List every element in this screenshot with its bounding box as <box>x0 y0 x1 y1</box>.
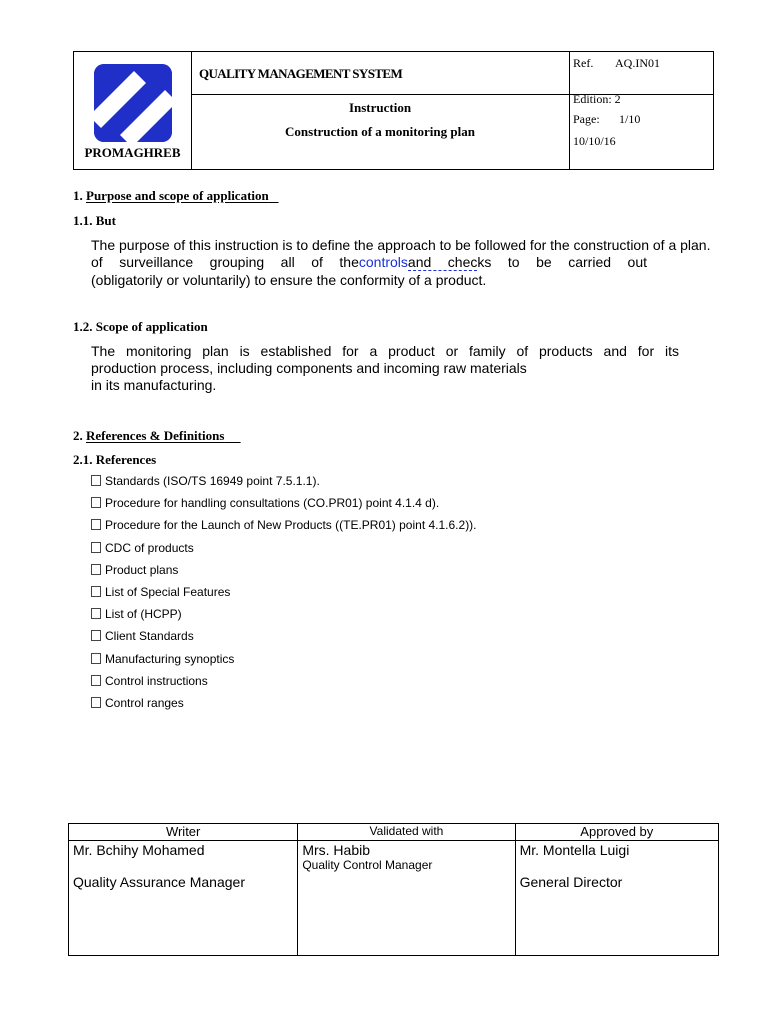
checkbox-icon <box>91 475 101 486</box>
signature-body-row <box>69 841 719 956</box>
checkbox-icon <box>91 675 101 686</box>
signature-table <box>68 823 719 956</box>
checkbox-icon <box>91 608 101 619</box>
list-item <box>91 673 477 695</box>
reference-text: List of Special Features <box>105 584 231 599</box>
list-item <box>91 695 477 717</box>
section-2-number: 2. <box>73 428 83 443</box>
validated-name: Mrs. Habib <box>302 842 370 858</box>
company-name: PROMAGHREB <box>84 145 181 160</box>
approved-header: Approved by <box>515 824 718 841</box>
section-1-heading <box>73 188 279 204</box>
page-value: 1/10 <box>619 112 641 126</box>
reference-text: Client Standards <box>105 629 194 644</box>
section-1-2-line-3: in its manufacturing. <box>91 377 217 393</box>
reference-text: Manufacturing synoptics <box>105 651 235 666</box>
ref-label: Ref. <box>573 56 594 70</box>
reference-text: List of (HCPP) <box>105 607 182 622</box>
list-item <box>91 473 477 495</box>
checkbox-icon <box>91 497 101 508</box>
list-item <box>91 495 477 517</box>
writer-cell <box>69 841 298 956</box>
section-1-1-line-2 <box>91 253 647 271</box>
reference-text: Control ranges <box>105 695 184 710</box>
section-1-1-line-1: The purpose of this instruction is to define the approach to be followed for the construction of a plan. <box>91 237 711 253</box>
section-2-1-heading: 2.1. References <box>73 452 157 467</box>
writer-name: Mr. Bchihy Mohamed <box>73 842 205 858</box>
list-item <box>91 606 477 628</box>
section-2-title: References & Definitions <box>86 428 225 443</box>
reference-text: CDC of products <box>105 540 194 555</box>
document-header <box>73 51 714 170</box>
validated-cell <box>298 841 515 956</box>
page-label: Page: <box>573 112 600 126</box>
reference-text: Procedure for handling consultations (CO.PR01) point 4.1.4 d). <box>105 496 440 511</box>
and-checks-link[interactable]: and chec <box>407 254 478 270</box>
reference-text: Product plans <box>105 562 179 577</box>
document-date: 10/10/16 <box>573 134 616 148</box>
checkbox-icon <box>91 586 101 597</box>
checkbox-icon <box>91 542 101 553</box>
edition: Edition: 2 <box>573 92 621 106</box>
section-1-2-line-1: The monitoring plan is established for a product or family of products and for its <box>91 343 679 359</box>
section-1-1-heading: 1.1. But <box>73 213 116 228</box>
system-title-cell <box>191 52 569 95</box>
title-cell <box>191 52 570 169</box>
section-1-number: 1. <box>73 188 83 203</box>
validated-role: Quality Control Manager <box>302 858 433 872</box>
checkbox-icon <box>91 697 101 708</box>
document-title: Construction of a monitoring plan <box>285 124 475 139</box>
writer-role: Quality Assurance Manager <box>73 874 245 890</box>
list-item <box>91 651 477 673</box>
signature-header-row <box>69 824 719 841</box>
controls-link[interactable]: controls <box>358 254 408 270</box>
line-2-text-b: ks to be carried out <box>477 254 648 270</box>
doc-info-cell <box>569 52 713 169</box>
logo-cell <box>74 52 192 169</box>
list-item <box>91 540 477 562</box>
reference-text: Control instructions <box>105 673 208 688</box>
validated-header: Validated with <box>298 824 515 841</box>
checkbox-icon <box>91 519 101 530</box>
section-1-1-line-3: (obligatorily or voluntarily) to ensure the conformity of a product. <box>91 272 487 288</box>
reference-text: Procedure for the Launch of New Products ((TE.PR01) point 4.1.6.2)). <box>105 518 477 533</box>
checkbox-icon <box>91 564 101 575</box>
approved-name: Mr. Montella Luigi <box>519 842 630 858</box>
ref-cell <box>569 52 713 95</box>
promaghreb-logo-icon <box>94 64 172 142</box>
writer-header: Writer <box>69 824 298 841</box>
references-list <box>91 473 477 717</box>
section-2-heading <box>73 428 241 444</box>
list-item <box>91 628 477 650</box>
ref-value: AQ.IN01 <box>615 56 660 70</box>
list-item <box>91 517 477 539</box>
section-1-2-line-2: production process, including components and incoming raw materials <box>91 360 527 376</box>
list-item <box>91 562 477 584</box>
checkbox-icon <box>91 653 101 664</box>
line-2-text-a: of surveillance grouping all of the <box>91 254 359 270</box>
section-1-2-heading: 1.2. Scope of application <box>73 319 208 334</box>
system-title: QUALITY MANAGEMENT SYSTEM <box>199 66 403 81</box>
approved-cell <box>515 841 718 956</box>
document-type: Instruction <box>348 100 412 115</box>
reference-text: Standards (ISO/TS 16949 point 7.5.1.1). <box>105 474 320 488</box>
approved-role: General Director <box>519 874 623 890</box>
section-1-title: Purpose and scope of application <box>86 188 269 203</box>
list-item <box>91 584 477 606</box>
checkbox-icon <box>91 630 101 641</box>
